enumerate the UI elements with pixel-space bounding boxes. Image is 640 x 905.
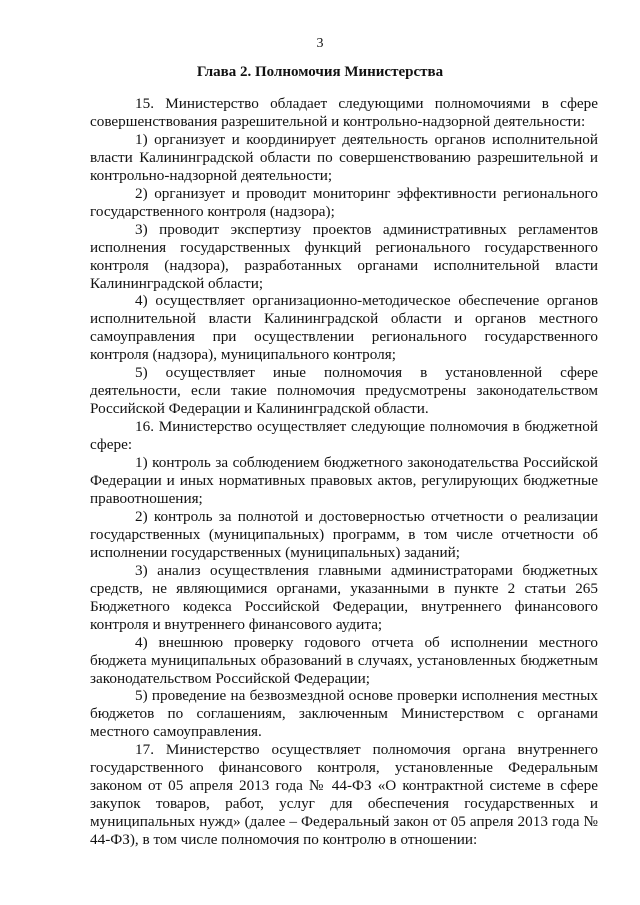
paragraph-16-item-5: 5) проведение на безвозмездной основе проверки исполнения местных бюджетов по соглашениям, заключенным Министерством с органами местного самоуправления. [90, 687, 598, 741]
chapter-heading: Глава 2. Полномочия Министерства [196, 64, 444, 80]
paragraph-15-item-4: 4) осуществляет организационно-методическое обеспечение органов исполнительной власти Калининградской области и органов местного самоуправления при осуществлении регионального государственного контроля (надзора), муниципального контроля; [90, 292, 598, 364]
paragraph-16-item-3: 3) анализ осуществления главными администраторами бюджетных средств, не являющимися органами, указанными в пункте 2 статьи 265 Бюджетного кодекса Российской Федерации, внутреннего финансового контроля и внутреннего финансового аудита; [90, 561, 598, 633]
paragraph-16-item-4: 4) внешнюю проверку годового отчета об исполнении местного бюджета муниципальных образований в случаях, установленных бюджетным законодательством Российской Федерации; [90, 633, 598, 687]
paragraph-16-item-2: 2) контроль за полнотой и достоверностью отчетности о реализации государственных (муниципальных) программ, в том числе отчетности об исполнении государственных (муниципальных) заданий; [90, 507, 598, 561]
paragraph-15-item-3: 3) проводит экспертизу проектов административных регламентов исполнения государственных функций регионального государственного контроля (надзора), разработанных органами исполнительной власти Калининградской области; [90, 220, 598, 292]
paragraph-16-item-1: 1) контроль за соблюдением бюджетного законодательства Российской Федерации и иных нормативных правовых актов, регулирующих бюджетные правоотношения; [90, 454, 598, 507]
paragraph-15-item-1: 1) организует и координирует деятельность органов исполнительной власти Калининградской области по совершенствованию разрешительной и контрольно-надзорной деятельности; [90, 130, 598, 184]
page-number: 3 [316, 36, 324, 51]
paragraph-15-item-5: 5) осуществляет иные полномочия в установленной сфере деятельности, если такие полномочия предусмотрены законодательством Российской Федерации и Калининградской области. [90, 364, 598, 418]
paragraph-15: 15. Министерство обладает следующими полномочиями в сфере совершенствования разрешительной и контрольно-надзорной деятельности: [90, 95, 598, 130]
paragraph-17: 17. Министерство осуществляет полномочия органа внутреннего государственного финансового контроля, установленные Федеральным законом от 05 апреля 2013 года № 44-ФЗ «О контрактной системе в сфере закупок товаров, работ, услуг для обеспечения государственных и муниципальных нужд» (далее – Федеральный закон от 05 апреля 2013 года № 44-ФЗ), в том числе полномочия по контролю в отношении: [90, 741, 598, 849]
document-body [90, 95, 598, 849]
paragraph-15-item-2: 2) организует и проводит мониторинг эффективности регионального государственного контроля (надзора); [90, 184, 598, 220]
paragraph-16: 16. Министерство осуществляет следующие полномочия в бюджетной сфере: [90, 418, 598, 454]
